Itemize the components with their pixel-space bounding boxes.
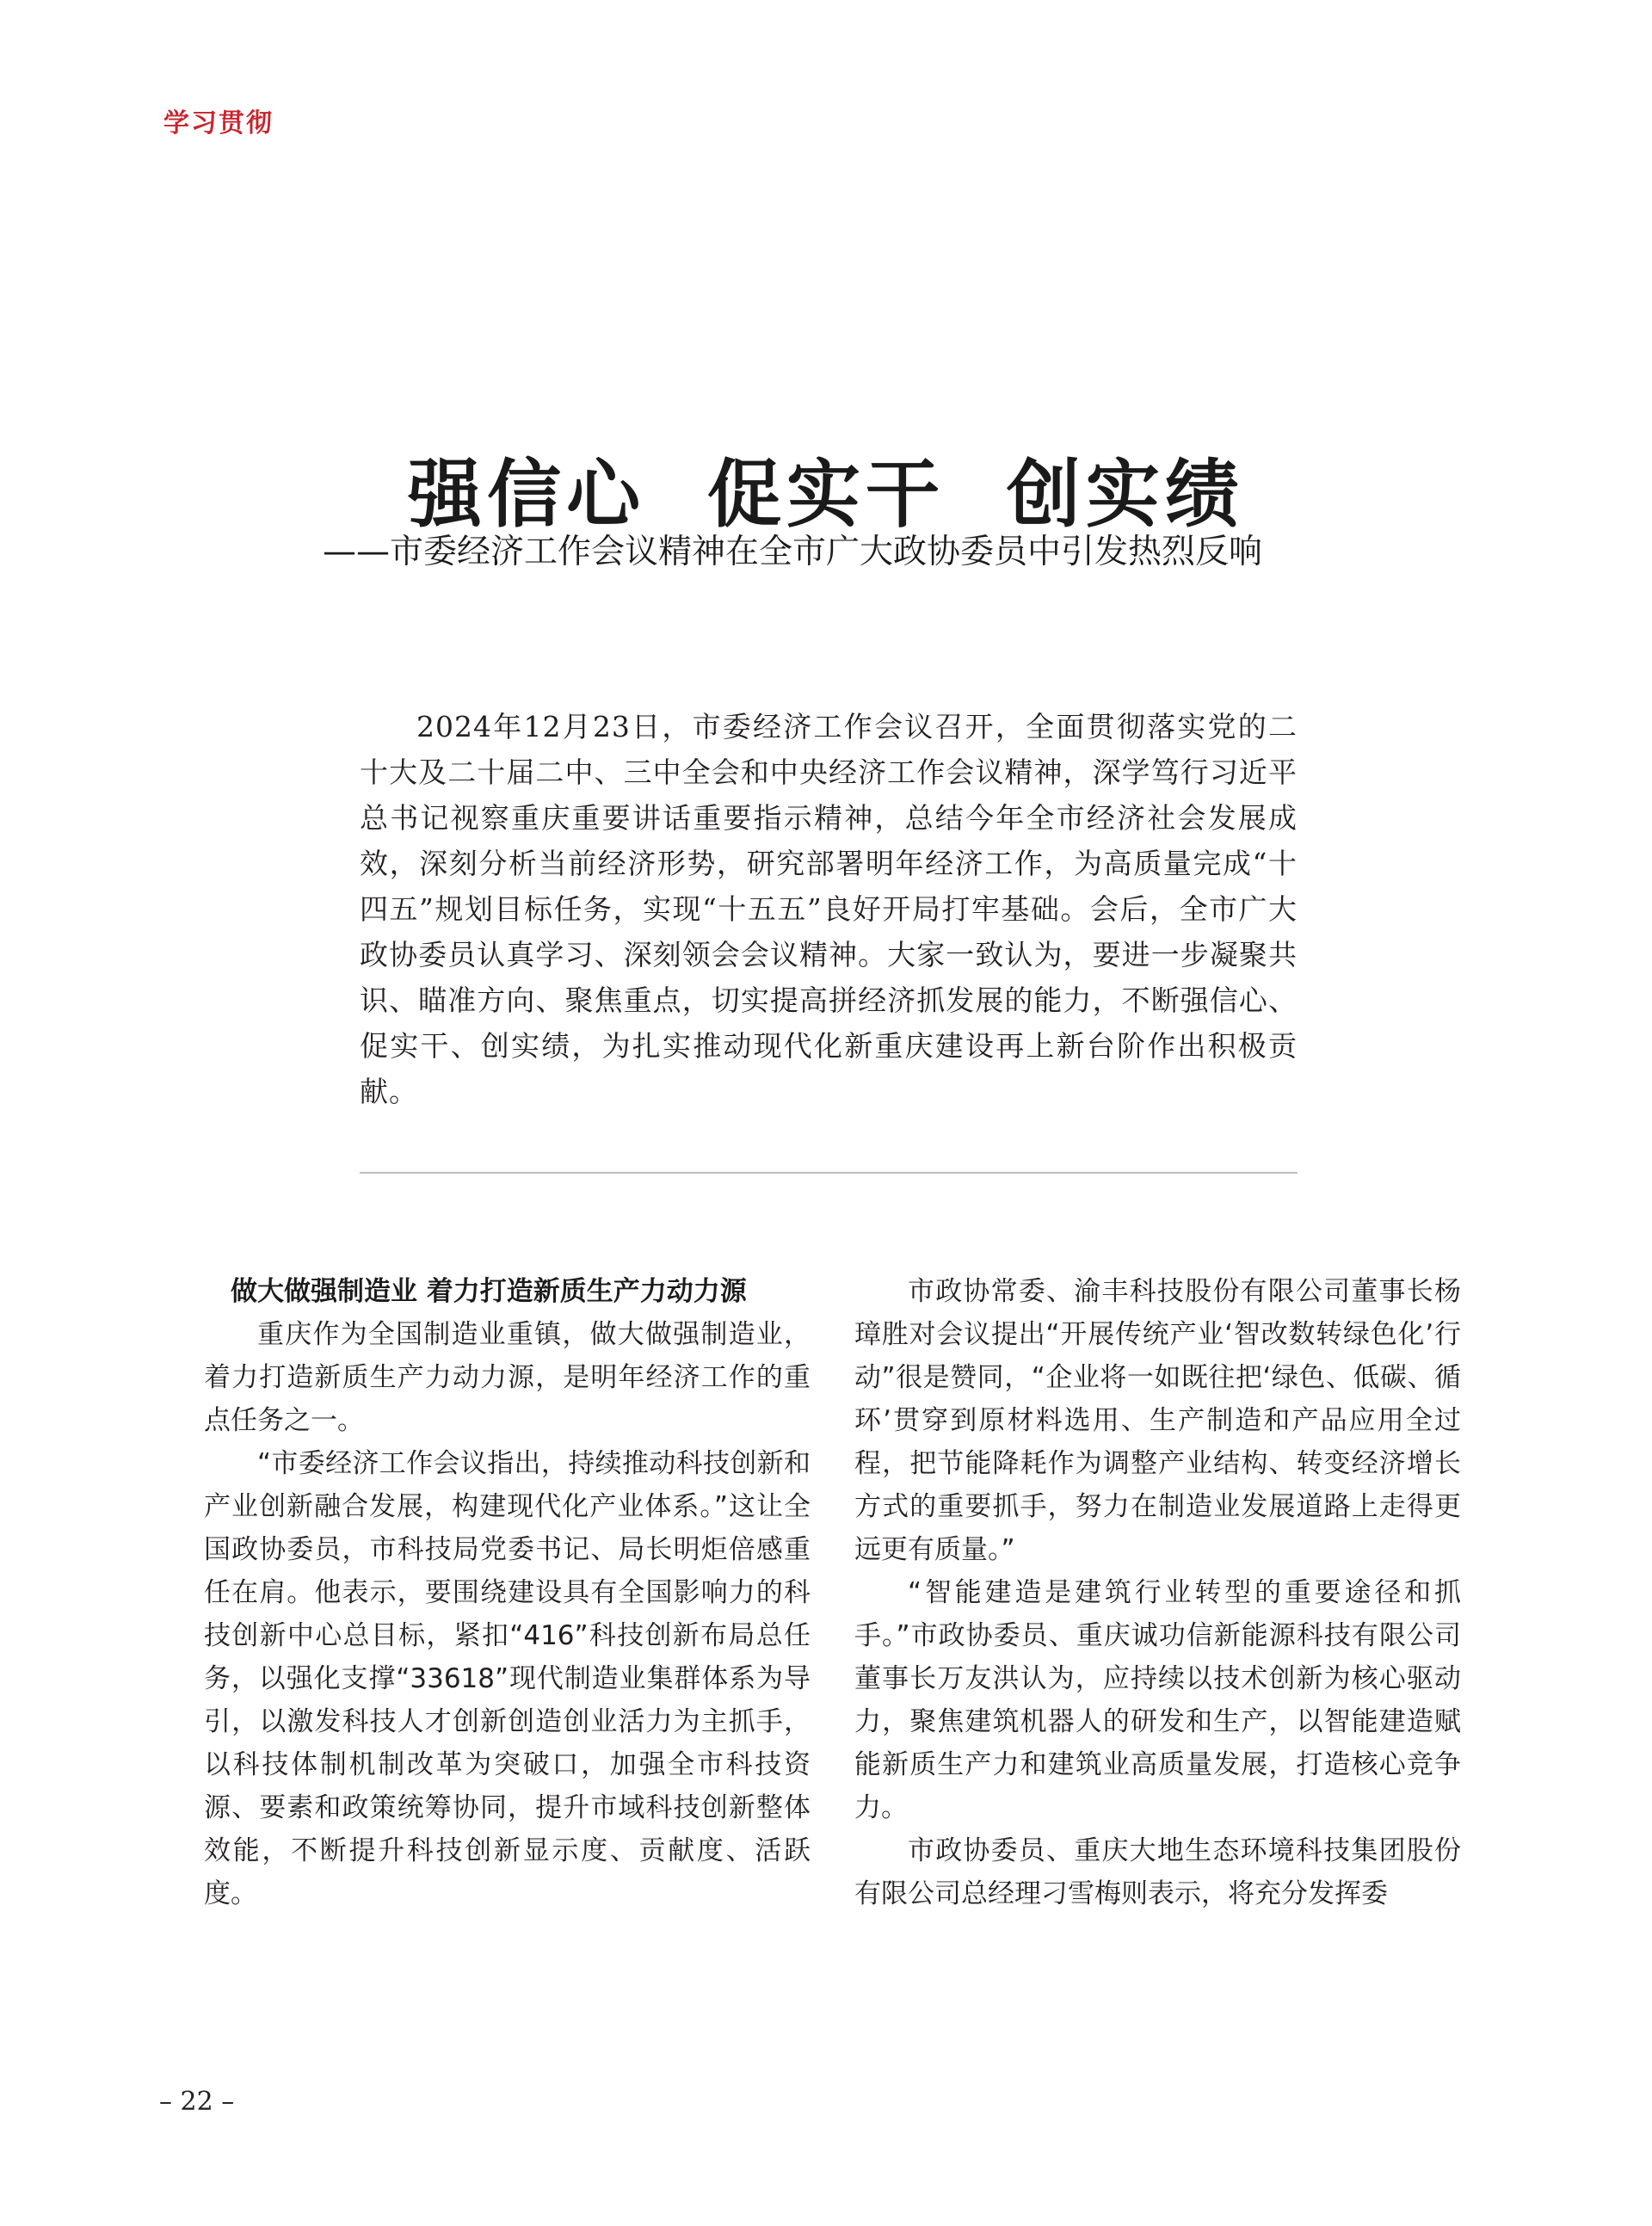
page-number: – 22 – — [159, 2087, 235, 2117]
lead-paragraph: 2024年12月23日，市委经济工作会议召开，全面贯彻落实党的二十大及二十届二中、三中全会和中央经济工作会议精神，深学笃行习近平总书记视察重庆重要讲话重要指示精神，总结今年全市经济社会发展成效，深刻分析当前经济形势，研究部署明年经济工作，为高质量完成“十四五”规划目标任务，实现“十五五”良好开局打牢基础。会后，全市广大政协委员认真学习、深刻领会会议精神。大家一致认为，要进一步凝聚共识、瞄准方向、聚焦重点，切实提高拼经济抓发展的能力，不断强信心、促实干、创实绩，为扎实推动现代化新重庆建设再上新台阶作出积极贡献。 — [360, 710, 1298, 1108]
section-heading: 做大做强制造业 着力打造新质生产力动力源 — [231, 1276, 747, 1307]
body-paragraph: 市政协常委、渝丰科技股份有限公司董事长杨璋胜对会议提出“开展传统产业‘智改数转绿色化’行动”很是赞同，“企业将一如既往把‘绿色、低碳、循环’贯穿到原材料选用、生产制造和产品应用全过程，把节能降耗作为调整产业结构、转变经济增长方式的重要抓手，努力在制造业发展道路上走得更远更有质量。” — [854, 1276, 1461, 1565]
left-column — [204, 1270, 811, 1915]
article-subtitle: ——市委经济工作会议精神在全市广大政协委员中引发热烈反响 — [323, 533, 1263, 571]
body-paragraph: 重庆作为全国制造业重镇，做大做强制造业，着力打造新质生产力动力源，是明年经济工作的重点任务之一。 — [204, 1319, 811, 1436]
body-paragraph: “市委经济工作会议指出，持续推动科技创新和产业创新融合发展，构建现代化产业体系。”这让全国政协委员，市科技局党委书记、局长明炬倍感重任在肩。他表示，要围绕建设具有全国影响力的科技创新中心总目标，紧扣“416”科技创新布局总任务，以强化支撑“33618”现代制造业集群体系为导引，以激发科技人才创新创造创业活力为主抓手，以科技体制机制改革为突破口，加强全市科技资源、要素和政策统筹协同，提升市域科技创新整体效能，不断提升科技创新显示度、贡献度、活跃度。 — [204, 1448, 811, 1909]
article-title: 强信心 促实干 创实绩 — [408, 452, 1244, 538]
right-column — [854, 1270, 1461, 1915]
body-paragraph: “智能建造是建筑行业转型的重要途径和抓手。”市政协委员、重庆诚功信新能源科技有限公司董事长万友洪认为，应持续以技术创新为核心驱动力，聚焦建筑机器人的研发和生产，以智能建造赋能新质生产力和建筑业高质量发展，打造核心竞争力。 — [854, 1577, 1461, 1823]
body-paragraph: 市政协委员、重庆大地生态环境科技集团股份有限公司总经理刁雪梅则表示，将充分发挥委 — [854, 1835, 1461, 1909]
lead-divider — [360, 1172, 1298, 1174]
section-tag: 学习贯彻 — [163, 108, 274, 139]
